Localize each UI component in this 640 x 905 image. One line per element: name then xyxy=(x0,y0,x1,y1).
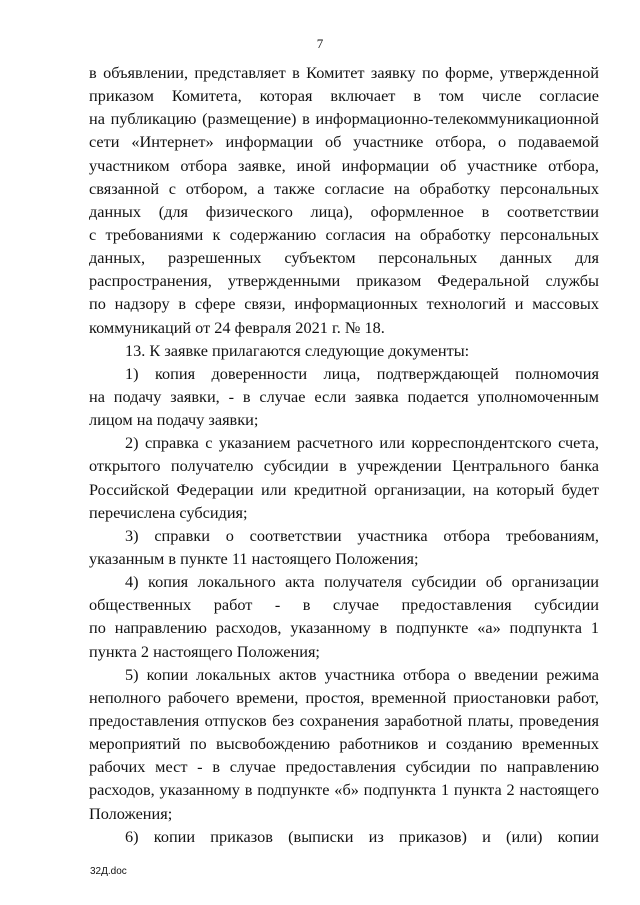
text-line: 13. К заявке прилагаются следующие документы: xyxy=(125,340,470,360)
text-line: на подачу заявки, - в случае если заявка подается уполномоченным xyxy=(89,386,599,406)
text-line: сети «Интернет» информации об участнике отбора, о подаваемой xyxy=(89,132,599,152)
text-line: Положения; xyxy=(89,803,173,823)
text-line: лицом на подачу заявки; xyxy=(89,410,259,430)
text-line: расходов, указанному в подпункте «б» подпункта 1 пункта 2 настоящего xyxy=(89,780,599,800)
text-line: общественных работ - в случае предоставления субсидии xyxy=(89,595,599,615)
text-line: открытого получателю субсидии в учреждении Центрального банка xyxy=(89,456,599,476)
text-line: неполного рабочего времени, простоя, временной приостановки работ, xyxy=(89,687,599,707)
text-line: 1) копия доверенности лица, подтверждающей полномочия xyxy=(125,363,599,383)
text-line: мероприятий по высвобождению работников и созданию временных xyxy=(89,734,599,754)
text-line: данных, разрешенных субъектом персональных данных для xyxy=(89,248,599,268)
text-line: 3) справки о соответствии участника отбора требованиям, xyxy=(125,525,599,545)
file-name-footer: 32Д.doc xyxy=(90,866,127,877)
text-line: по направлению расходов, указанному в подпункте «а» подпункта 1 xyxy=(89,618,599,638)
text-line: по надзору в сфере связи, информационных технологий и массовых xyxy=(89,294,599,314)
text-line: перечислена субсидия; xyxy=(89,502,248,522)
text-line: распространения, утвержденными приказом Федеральной службы xyxy=(89,271,599,291)
text-line: приказом Комитета, которая включает в том числе согласие xyxy=(89,86,599,106)
text-line: 6) копии приказов (выписки из приказов) и (или) копии xyxy=(125,826,599,846)
text-line: участником отбора заявке, иной информации об участнике отбора, xyxy=(89,155,599,175)
text-line: 4) копия локального акта получателя субсидии об организации xyxy=(125,572,599,592)
text-line: указанным в пункте 11 настоящего Положения; xyxy=(89,548,419,568)
text-line: Российской Федерации или кредитной организации, на который будет xyxy=(89,479,599,499)
text-line: связанной с отбором, а также согласие на обработку персональных xyxy=(89,178,599,198)
text-line: в объявлении, представляет в Комитет заявку по форме, утвержденной xyxy=(89,63,599,82)
text-line: коммуникаций от 24 февраля 2021 г. № 18. xyxy=(89,317,385,337)
text-line: пункта 2 настоящего Положения; xyxy=(89,641,320,661)
text-line: 2) справка с указанием расчетного или корреспондентского счета, xyxy=(125,433,599,453)
text-line: с требованиями к содержанию согласия на обработку персональных xyxy=(89,224,599,244)
text-line: предоставления отпусков без сохранения заработной платы, проведения xyxy=(89,710,599,730)
text-line: на публикацию (размещение) в информационно-телекоммуникационной xyxy=(89,109,599,129)
text-line: 5) копии локальных актов участника отбора о введении режима xyxy=(125,664,599,684)
text-line: рабочих мест - в случае предоставления субсидии по направлению xyxy=(89,757,599,777)
page-number: 7 xyxy=(316,36,324,51)
document-body xyxy=(89,61,599,848)
text-line: данных (для физического лица), оформленное в соответствии xyxy=(89,201,599,221)
